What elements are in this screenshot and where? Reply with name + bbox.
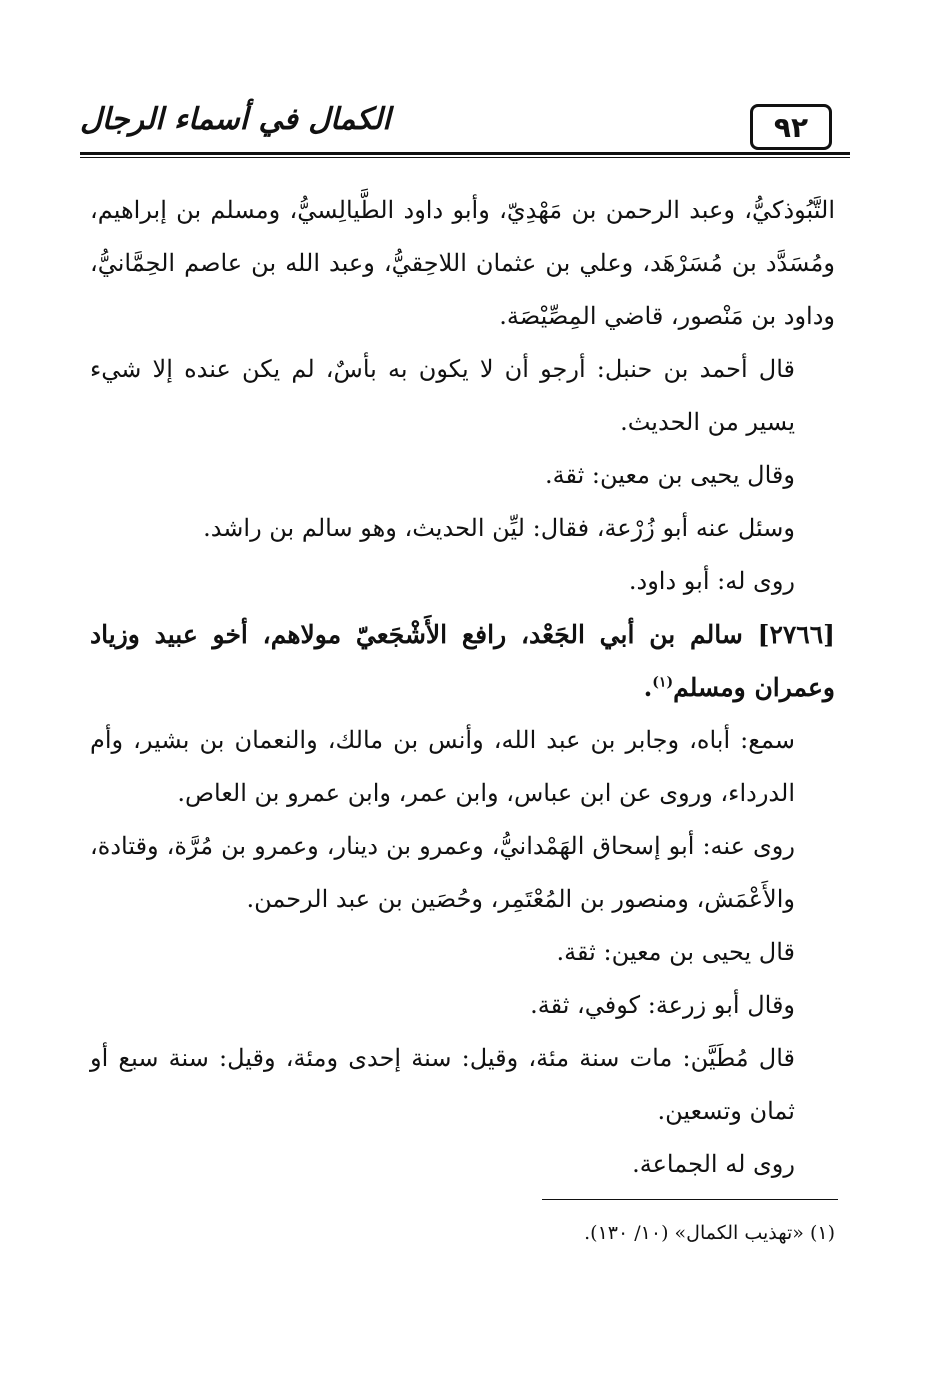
footnote-separator [542, 1199, 838, 1200]
paragraph: قال يحيى بن معين: ثقة. [556, 938, 795, 966]
book-title: الكمال في أسماء الرجال [80, 102, 391, 137]
paragraph: التَّبُوذكيُّ، وعبد الرحمن بن مَهْدِيّ، وأبو داود الطَّيالِسيُّ، ومسلم بن إبراهيم، ومُسَدَّد بن مُسَرْهَد، وعلي بن عثمان اللاحِقيُّ، وعبد الله بن عاصم الحِمَّانيُّ، وداود بن مَنْصور، قاضي المِصِّيْصَة. [90, 196, 835, 330]
main-text [90, 184, 835, 1191]
paragraph: روى عنه: أبو إسحاق الهَمْدانيُّ، وعمرو بن دينار، وعمرو بن مُرَّة، وقتادة، والأَعْمَش، ومنصور بن المُعْتَمِر، وحُصَين بن عبد الرحمن. [90, 832, 795, 913]
header-rule [80, 152, 850, 155]
paragraph: قال مُطَيَّن: مات سنة مئة، وقيل: سنة إحدى ومئة، وقيل: سنة سبع أو ثمان وتسعين. [90, 1044, 795, 1125]
header-rule-thin [80, 157, 850, 158]
paragraph: روى له: أبو داود. [628, 567, 795, 595]
page-header [80, 98, 850, 160]
paragraph: سمع: أباه، وجابر بن عبد الله، وأنس بن مالك، والنعمان بن بشير، وأم الدرداء، وروى عن ابن عباس، وابن عمر، وابن عمرو بن العاص. [90, 726, 795, 807]
paragraph: روى له الجماعة. [632, 1150, 795, 1178]
page-number: ٩٢ [750, 104, 832, 150]
entry-heading-text: [٢٧٦٦] سالم بن أبي الجَعْد، رافع الأَشْجَعيّ مولاهم، أخو عبيد وزياد وعمران ومسلم [90, 620, 835, 702]
footnote-reference: (١) [652, 674, 674, 691]
entry-heading: [٢٧٦٦] سالم بن أبي الجَعْد، رافع الأَشْجَعيّ مولاهم، أخو عبيد وزياد وعمران ومسلم$^{(١)}$. [90, 620, 835, 702]
paragraph: وقال أبو زرعة: كوفي، ثقة. [530, 991, 795, 1019]
paragraph: وسئل عنه أبو زُرْعة، فقال: ليِّن الحديث، وهو سالم بن راشد. [203, 514, 795, 542]
footnote: (١) «تهذيب الكمال» (١٠/ ١٣٠). [584, 1222, 835, 1244]
paragraph: قال أحمد بن حنبل: أرجو أن لا يكون به بأسٌ، لم يكن عنده إلا شيء يسير من الحديث. [90, 355, 795, 436]
paragraph: وقال يحيى بن معين: ثقة. [544, 461, 795, 489]
